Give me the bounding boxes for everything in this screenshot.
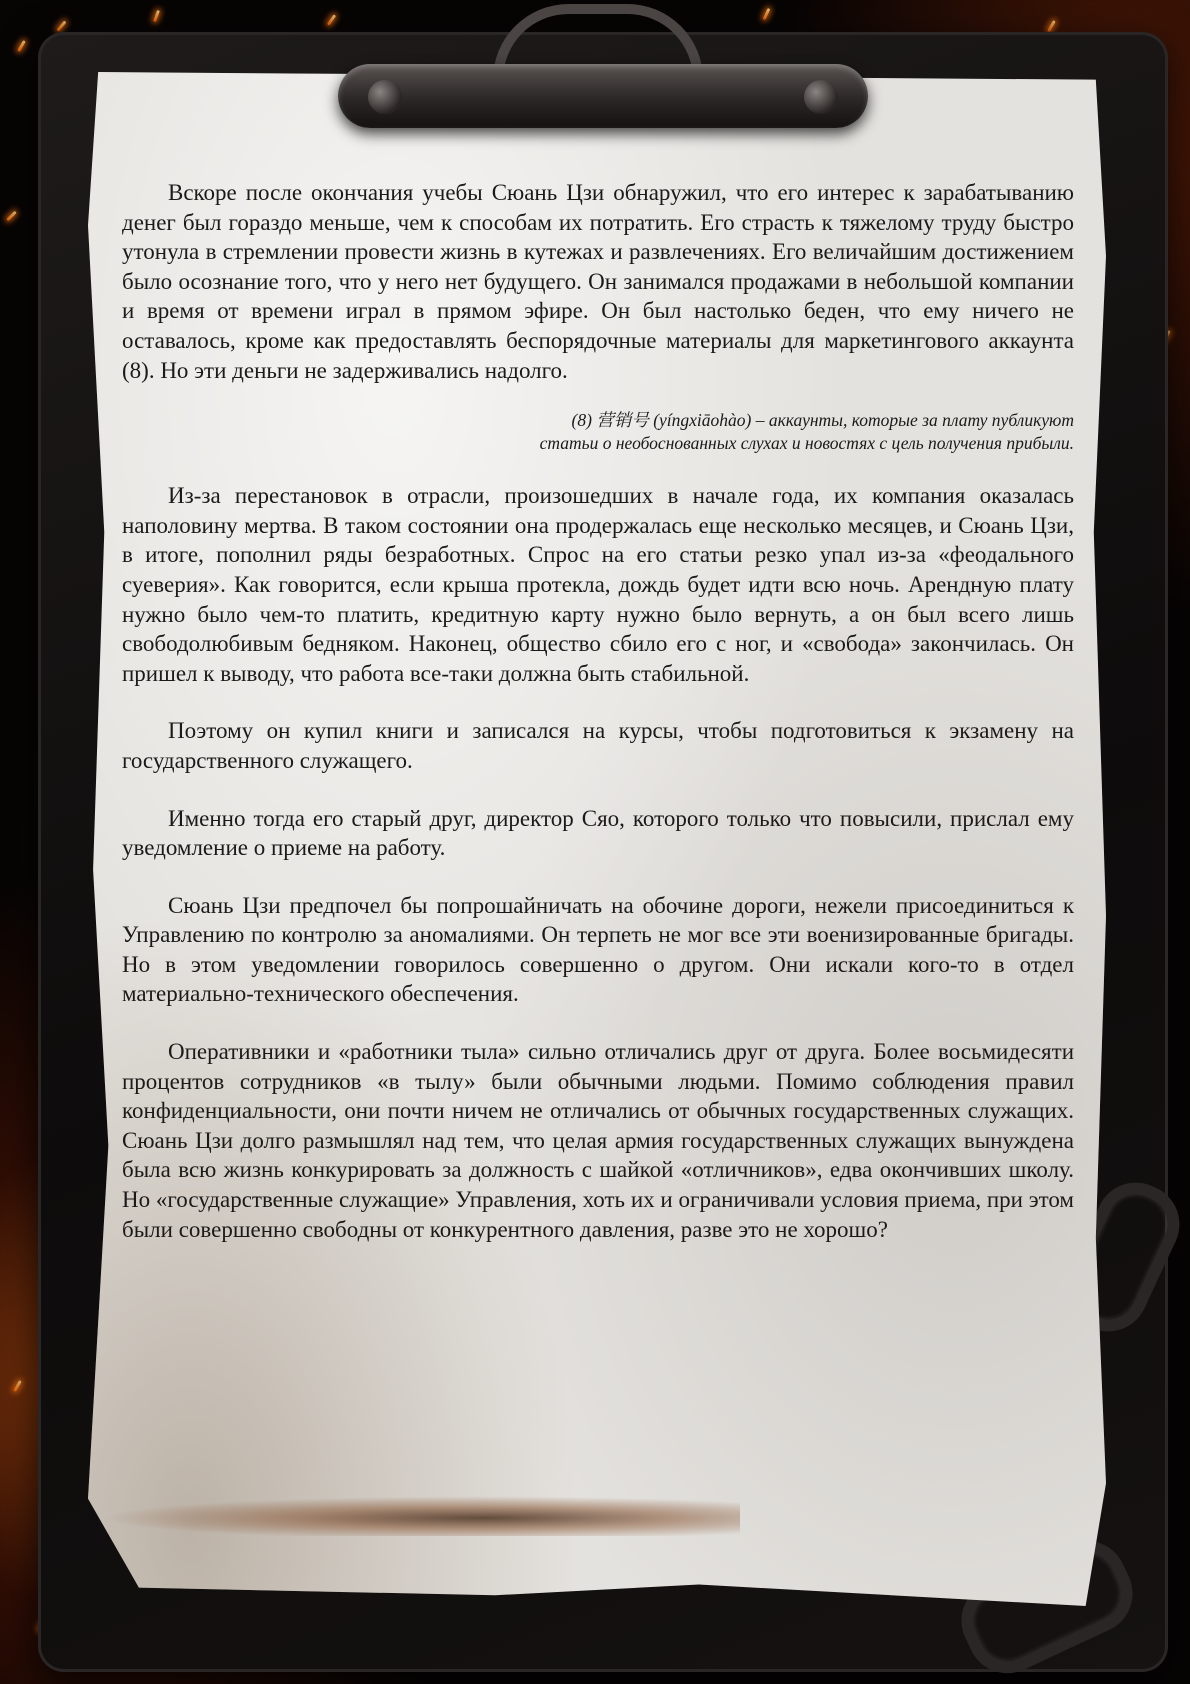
ember-spark bbox=[153, 10, 160, 22]
clip-base bbox=[338, 64, 868, 128]
document-text bbox=[122, 178, 1074, 1244]
ember-spark bbox=[56, 20, 66, 31]
ember-spark bbox=[6, 211, 17, 222]
ember-spark bbox=[13, 1380, 22, 1392]
ember-spark bbox=[327, 14, 336, 26]
paragraph: Вскоре после окончания учебы Сюань Цзи обнаружил, что его интерес к зарабатыванию денег был гораздо меньше, чем к способам их потратить. Его страсть к тяжелому труду быстро утонула в стремлении провести жизнь в кутежах и развлечениях. Его величайшим достижением было осознание того, что у него нет будущего. Он занимался продажами в небольшой компании и время от времени играл в прямом эфире. Он был настолько беден, что ему ничего не оставалось, кроме как предоставлять беспорядочные материалы для маркетингового аккаунта (8). Но эти деньги не задерживались надолго. bbox=[122, 180, 1074, 383]
paragraph: Оперативники и «работники тыла» сильно отличались друг от друга. Более восьмидесяти процентов сотрудников «в тылу» были обычными людьми. Помимо соблюдения правил конфиденциальности, они почти ничем не отличались от обычных государственных служащих. Сюань Цзи долго размышлял над тем, что целая армия государственных служащих вынуждена была всю жизнь конкурировать за должность с шайкой «отличников», едва окончивших школу. Но «государственные служащие» Управления, хоть их и ограничивали условия приема, при этом были совершенно свободны от конкурентного давления, разве это не хорошо? bbox=[122, 1039, 1074, 1242]
paragraph: Сюань Цзи предпочел бы попрошайничать на обочине дороги, нежели присоединиться к Управлению по контролю за аномалиями. Он терпеть не мог все эти военизированные бригады. Но в этом уведомлении говорилось совершенно о другом. Они искали кого-то в отдел материально-технического обеспечения. bbox=[122, 892, 1074, 1007]
ember-spark bbox=[1047, 20, 1056, 32]
paragraph: Из-за перестановок в отрасли, произошедших в начале года, их компания оказалась наполовину мертва. В таком состоянии она продержалась еще несколько месяцев, и Сюань Цзи, в итоге, пополнил ряды безработных. Спрос на его статьи резко упал из-за «феодального суеверия». Как говорится, если крыша протекла, дождь будет идти всю ночь. Арендную плату нужно было чем-то платить, кредитную карту нужно было вернуть, а он был всего лишь свободолюбивым бедняком. Наконец, общество сбило его с ног, и «свобода» закончилась. Он пришел к выводу, что работа все-таки должна быть стабильной. bbox=[122, 483, 1074, 686]
paragraph: Поэтому он купил книги и записался на курсы, чтобы подготовиться к экзамену на государственного служащего. bbox=[122, 718, 1074, 773]
footnote-line: (8) 营销号 (yíngxiāohào) – аккаунты, которые за плату публикуют bbox=[571, 410, 1074, 431]
footnote bbox=[382, 409, 1074, 455]
footnote-line: статьи о необоснованных слухах и новостях с цель получения прибыли. bbox=[539, 433, 1074, 454]
burnt-edge bbox=[100, 1496, 740, 1536]
clip-rivet bbox=[804, 80, 838, 114]
clipboard-clip bbox=[338, 4, 868, 124]
paragraph: Именно тогда его старый друг, директор Сяо, которого только что повысили, прислал ему уведомление о приеме на работу. bbox=[122, 805, 1074, 861]
clip-rivet bbox=[368, 80, 402, 114]
ember-spark bbox=[17, 40, 26, 52]
